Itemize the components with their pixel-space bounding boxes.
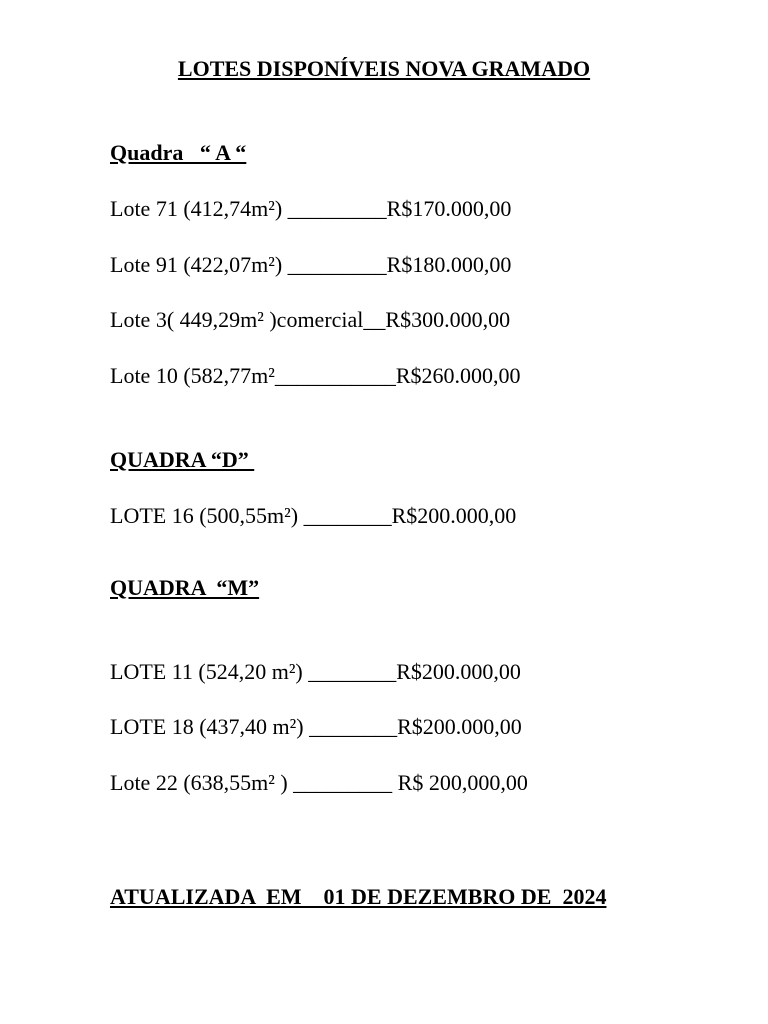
quadra-d-heading: QUADRA “D”	[110, 447, 255, 472]
lot-line: Lote 22 (638,55m² ) _________ R$ 200,000,00	[110, 770, 528, 795]
lot-line: Lote 71 (412,74m²) _________R$170.000,00	[110, 196, 512, 221]
lot-line: Lote 10 (582,77m²___________R$260.000,00	[110, 363, 521, 388]
lot-line: LOTE 18 (437,40 m²) ________R$200.000,00	[110, 714, 522, 739]
quadra-m-heading: QUADRA “M”	[110, 575, 260, 600]
page-title: LOTES DISPONÍVEIS NOVA GRAMADO	[177, 56, 591, 81]
lot-line: LOTE 11 (524,20 m²) ________R$200.000,00	[110, 659, 521, 684]
lot-line: LOTE 16 (500,55m²) ________R$200.000,00	[110, 503, 517, 528]
lot-line: Lote 91 (422,07m²) _________R$180.000,00	[110, 252, 512, 277]
quadra-a-heading: Quadra “ A “	[110, 140, 247, 165]
lot-line: Lote 3( 449,29m² )comercial__R$300.000,00	[110, 307, 511, 332]
updated-date-note: ATUALIZADA EM 01 DE DEZEMBRO DE 2024	[110, 884, 607, 909]
